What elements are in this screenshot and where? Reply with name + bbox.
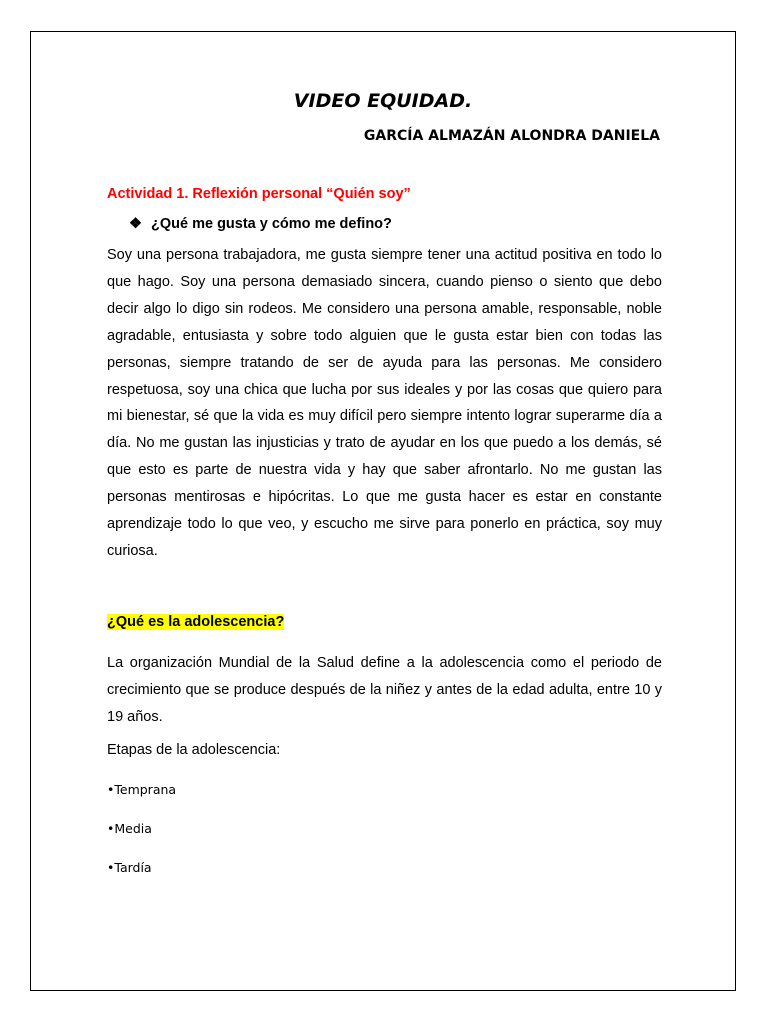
question-text: ¿Qué me gusta y cómo me defino? xyxy=(151,216,392,232)
stage-item: •Temprana xyxy=(107,782,177,797)
activity-heading: Actividad 1. Reflexión personal “Quién soy” xyxy=(107,186,411,202)
paragraph-adolescence-definition: La organización Mundial de la Salud define a la adolescencia como el periodo de crecimiento que se produce después de la niñez y antes de la edad adulta, entre 10 y 19 años. xyxy=(107,655,662,725)
stage-item: •Tardía xyxy=(107,860,152,875)
stages-label: Etapas de la adolescencia: xyxy=(107,742,281,758)
stage-item: •Media xyxy=(107,821,152,836)
paragraph-self-description: Soy una persona trabajadora, me gusta siempre tener una actitud positiva en todo lo que hago. Soy una persona demasiado sincera, cuando pienso o siento que debo decir algo lo digo sin rodeos. Me considero una persona amable, responsable, noble agradable, entusiasta y sobre todo alguien que le gusta estar bien con todas las personas, siempre tratando de ser de ayuda para las personas. Me considero respetuosa, soy una chica que lucha por sus ideales y por las cosas que quiero para mi bienestar, sé que la vida es muy difícil pero siempre intento lograr superarme día a día. No me gustan las injusticias y trato de ayudar en los que puedo a los demás, sé que esto es parte de nuestra vida y hay que saber afrontarlo. No me gustan las personas mentirosas e hipócritas. Lo que me gusta hacer es estar en constante aprendizaje todo lo que veo, y escucho me sirve para ponerlo en práctica, soy muy curiosa. xyxy=(107,247,662,559)
document-title: VIDEO EQUIDAD. xyxy=(293,90,473,112)
question-item xyxy=(129,216,392,232)
diamond-bullet-icon: ❖ xyxy=(129,216,142,232)
highlighted-heading-text: ¿Qué es la adolescencia? xyxy=(107,614,285,630)
section-heading xyxy=(107,614,284,630)
document-page xyxy=(30,31,736,991)
author-name: GARCÍA ALMAZÁN ALONDRA DANIELA xyxy=(363,128,660,144)
